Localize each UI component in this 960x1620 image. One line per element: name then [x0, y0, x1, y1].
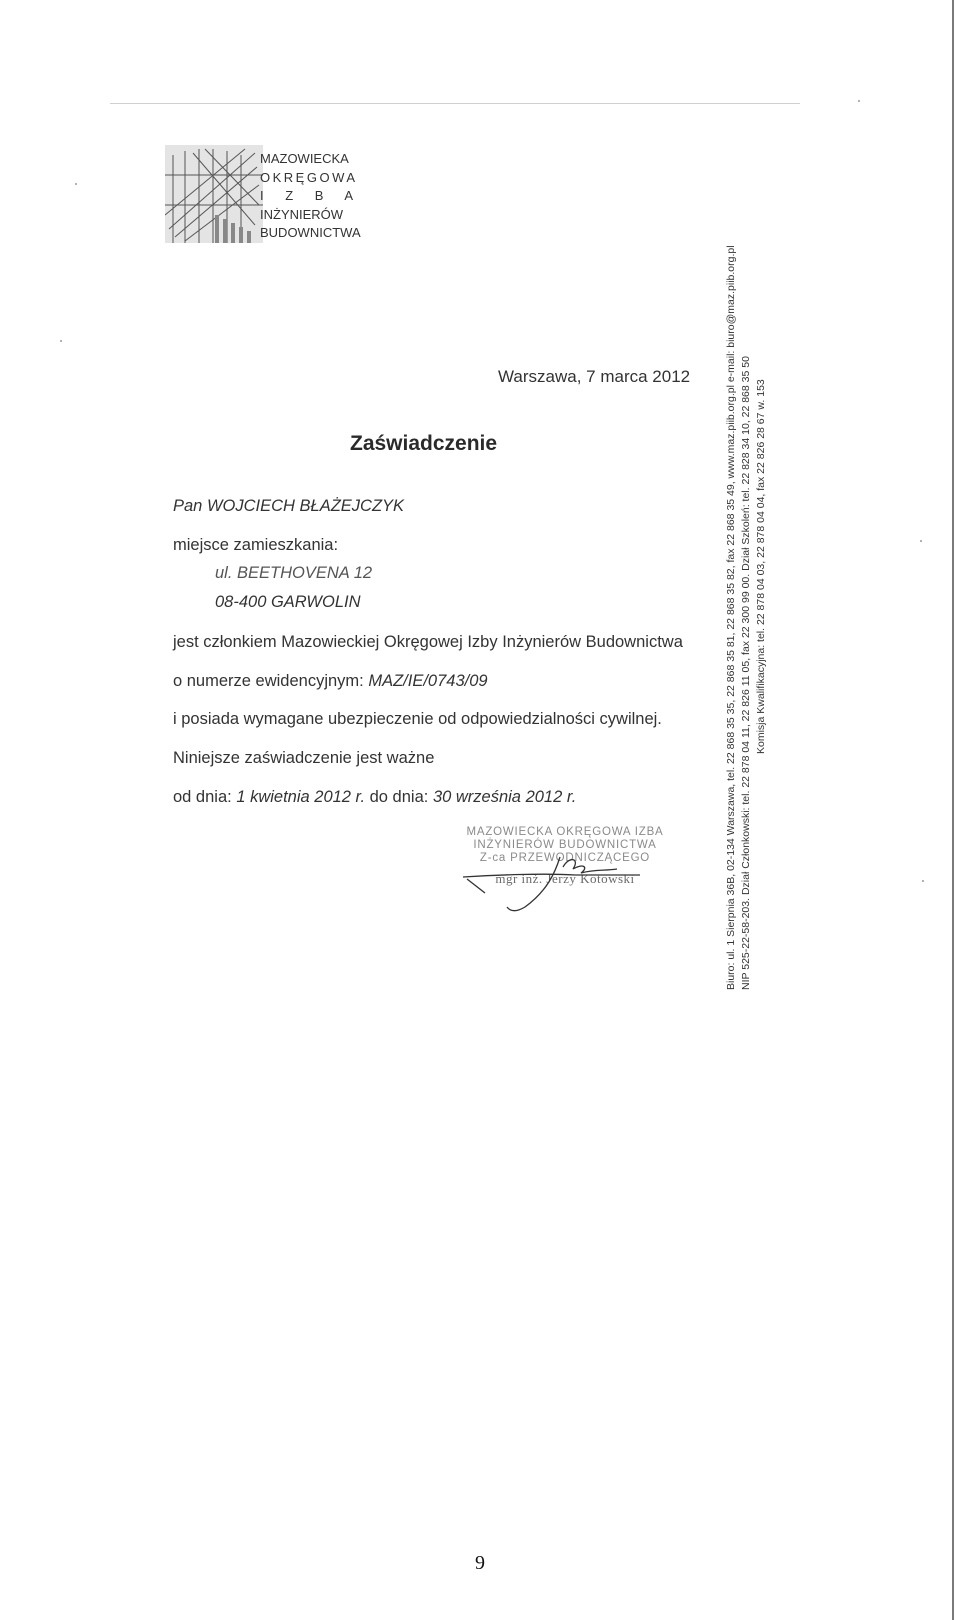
- stamp-line: INŻYNIERÓW BUDOWNICTWA: [473, 839, 657, 851]
- scan-speck: [922, 880, 924, 882]
- document-date: Warszawa, 7 marca 2012: [498, 367, 691, 386]
- chamber-logo-graphic: [165, 145, 263, 243]
- footer-nip-line: NIP 525-22-58-203. Dział Członkowski: tel. 22 878 04 11, 22 826 11 05, fax 22 300 99 00. Dział Szkoleń: tel. 22 828 34 10, 22 868 35 50: [740, 356, 752, 990]
- scan-top-rule: [110, 103, 800, 104]
- insurance-statement: i posiada wymagane ubezpieczenie od odpowiedzialności cywilnej.: [173, 710, 662, 728]
- contact-footer: [724, 110, 769, 990]
- validity-period: [173, 788, 576, 807]
- page-number: 9: [475, 1552, 485, 1574]
- scan-speck: [858, 100, 860, 102]
- scan-speck: [60, 340, 62, 342]
- from-date: 1 kwietnia 2012 r.: [236, 788, 366, 806]
- chamber-name-line: INŻYNIERÓW: [260, 206, 344, 222]
- document-title: Zaświadczenie: [350, 432, 498, 455]
- recipient-name: WOJCIECH BŁAŻEJCZYK: [206, 497, 405, 515]
- scan-speck: [75, 183, 77, 185]
- footer-commission-line: Komisja Kwalifikacyjna: tel. 22 878 04 03, 22 878 04 04, fax 22 826 28 67 w. 153: [755, 379, 767, 754]
- validity-intro: Niniejsze zaświadczenie jest ważne: [173, 749, 435, 767]
- chamber-name-line: I Z B A: [260, 188, 363, 203]
- address-street: ul. BEETHOVENA 12: [215, 564, 373, 582]
- footer-office-line: Biuro: ul. 1 Sierpnia 36B, 02-134 Warszawa, tel. 22 868 35 35, 22 868 35 81, 22 868 35 82, fax 22 868 35 49, www.maz.piib.org.pl e-mail: biuro@maz.piib.org.pl: [725, 245, 737, 990]
- chamber-logo: [165, 145, 263, 243]
- stamp-line: Z-ca PRZEWODNICZĄCEGO: [479, 852, 651, 864]
- chamber-name: [260, 150, 362, 243]
- from-label: od dnia:: [173, 788, 232, 806]
- chamber-name-line: MAZOWIECKA: [260, 151, 349, 166]
- address-city: 08-400 GARWOLIN: [215, 593, 361, 611]
- to-label: do dnia:: [369, 788, 429, 806]
- chamber-name-line: OKRĘGOWA: [260, 169, 358, 185]
- registration-number: MAZ/IE/0743/09: [368, 672, 488, 690]
- scan-speck: [920, 540, 922, 542]
- membership-statement: jest członkiem Mazowieckiej Okręgowej Izby Inżynierów Budownictwa: [173, 633, 683, 651]
- to-date: 30 września 2012 r.: [432, 788, 577, 806]
- stamp-line: MAZOWIECKA OKRĘGOWA IZBA: [466, 826, 664, 838]
- handwritten-signature: [455, 845, 675, 915]
- recipient-line: [173, 497, 404, 516]
- chamber-name-line: BUDOWNICTWA: [260, 225, 361, 240]
- salutation: Pan: [173, 497, 203, 515]
- stamp-signatory: mgr inż. Jerzy Kotowski: [495, 871, 635, 886]
- registration-label: o numerze ewidencyjnym:: [173, 672, 364, 690]
- residence-label: miejsce zamieszkania:: [173, 536, 339, 554]
- scan-right-edge: [952, 0, 954, 1620]
- registration-line: [173, 672, 488, 691]
